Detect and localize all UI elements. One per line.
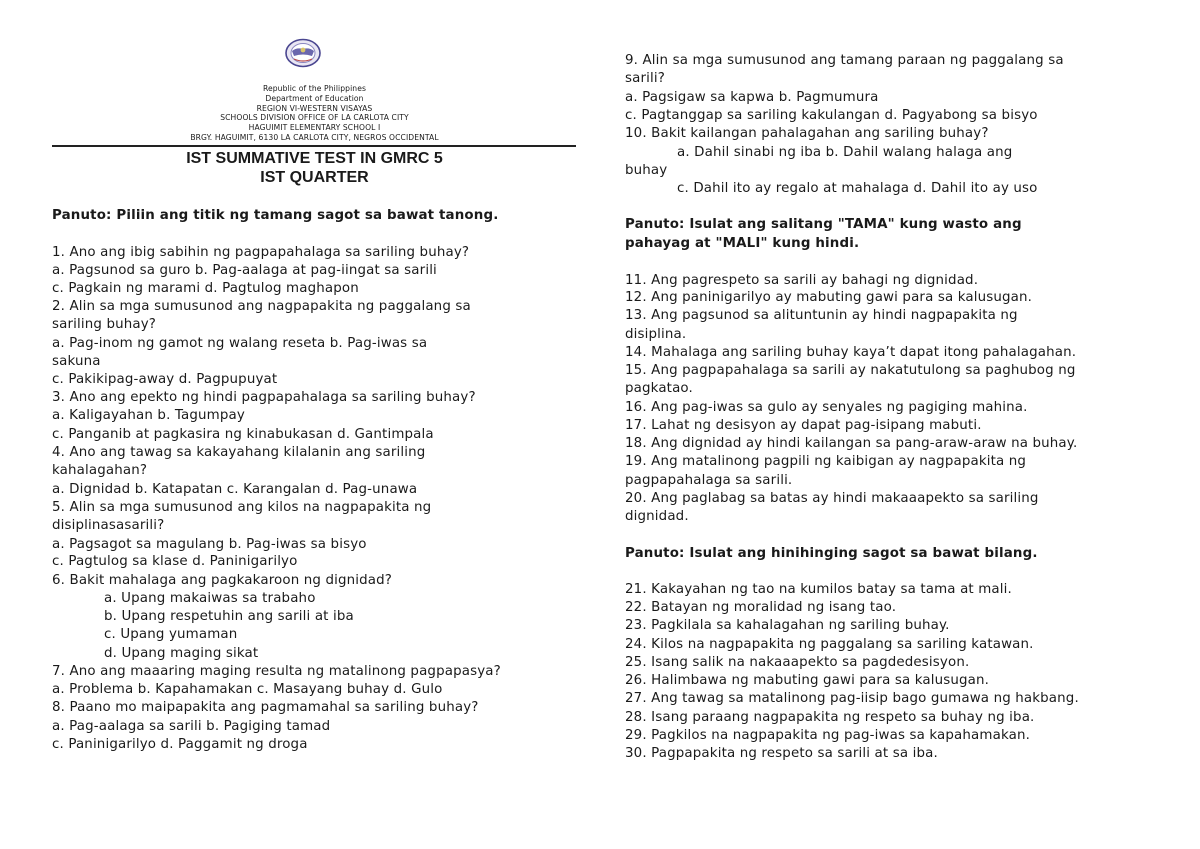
instruction-heading: Panuto: Isulat ang hinihinging sagot sa bawat bilang.: [625, 546, 1038, 561]
question-line: 8. Paano mo maipapakita ang pagmamahal sa sariling buhay?: [52, 700, 479, 715]
choice-line: a. Pagsagot sa magulang b. Pag-iwas sa bisyo: [52, 537, 367, 552]
question-line: 7. Ano ang maaaring maging resulta ng matalinong pagpapasya?: [52, 664, 501, 679]
choice-line: c. Dahil ito ay regalo at mahalaga d. Dahil ito ay uso: [677, 181, 1038, 196]
header-line: Republic of the Philippines: [262, 84, 367, 93]
statement-line: pagkatao.: [625, 381, 693, 396]
choice-line: a. Problema b. Kapahamakan c. Masayang buhay d. Gulo: [52, 682, 443, 697]
question-line: 5. Alin sa mga sumusunod ang kilos na nagpapakita ng: [52, 500, 432, 515]
header-line: Department of Education: [265, 93, 364, 103]
question-line: sariling buhay?: [52, 317, 157, 332]
statement-line: 16. Ang pag-iwas sa gulo ay senyales ng pagiging mahina.: [625, 400, 1028, 415]
choice-line: c. Pagtanggap sa sariling kakulangan d. Pagyabong sa bisyo: [625, 108, 1038, 123]
question-line: 9. Alin sa mga sumusunod ang tamang paraan ng paggalang sa: [625, 53, 1064, 68]
question-line: 2. Alin sa mga sumusunod ang nagpapakita ng paggalang sa: [52, 299, 471, 314]
question-line: disiplinasasarili?: [52, 518, 165, 533]
choice-line: a. Pag-inom ng gamot ng walang reseta b. Pag-iwas sa: [52, 336, 428, 351]
item-line: 29. Pagkilos na nagpapakita ng pag-iwas sa kapahamakan.: [625, 728, 1031, 743]
choice-line: a. Pag-aalaga sa sarili b. Pagiging tamad: [52, 719, 331, 734]
deped-seal-icon: [284, 38, 322, 68]
statement-line: 12. Ang paninigarilyo ay mabuting gawi para sa kalusugan.: [625, 290, 1033, 305]
choice-line: c. Pagkain ng marami d. Pagtulog maghapon: [52, 281, 359, 296]
choice-line: a. Kaligayahan b. Tagumpay: [52, 408, 245, 423]
statement-line: 20. Ang paglabag sa batas ay hindi makaaapekto sa sariling: [625, 491, 1039, 506]
question-line: 1. Ano ang ibig sabihin ng pagpapahalaga sa sariling buhay?: [52, 245, 470, 260]
choice-line: c. Upang yumaman: [104, 627, 238, 642]
choice-line: c. Panganib at pagkasira ng kinabukasan d. Gantimpala: [52, 427, 434, 442]
choice-line: a. Pagsunod sa guro b. Pag-aalaga at pag-iingat sa sarili: [52, 263, 437, 278]
choice-line: a. Dahil sinabi ng iba b. Dahil walang halaga ang: [677, 145, 1013, 160]
choice-line: a. Upang makaiwas sa trabaho: [104, 591, 316, 606]
choice-line: c. Paninigarilyo d. Paggamit ng droga: [52, 737, 308, 752]
item-line: 21. Kakayahan ng tao na kumilos batay sa tama at mali.: [625, 582, 1012, 597]
question-line: 6. Bakit mahalaga ang pagkakaroon ng dignidad?: [52, 573, 393, 588]
choice-line: a. Dignidad b. Katapatan c. Karangalan d. Pag-unawa: [52, 482, 418, 497]
item-line: 25. Isang salik na nakaaapekto sa pagdedesisyon.: [625, 655, 970, 670]
statement-line: 13. Ang pagsunod sa alituntunin ay hindi nagpapakita ng: [625, 308, 1018, 323]
item-line: 27. Ang tawag sa matalinong pag-iisip bago gumawa ng hakbang.: [625, 691, 1079, 706]
title-line-2: IST QUARTER: [260, 169, 369, 186]
statement-line: 11. Ang pagrespeto sa sarili ay bahagi ng dignidad.: [625, 273, 979, 288]
statement-line: 19. Ang matalinong pagpili ng kaibigan ay nagpapakita ng: [625, 454, 1027, 469]
choice-line: c. Pagtulog sa klase d. Paninigarilyo: [52, 554, 298, 569]
choice-line: b. Upang respetuhin ang sarili at iba: [104, 609, 354, 624]
header-divider: [52, 145, 576, 147]
school-header: [52, 84, 577, 143]
header-line: SCHOOLS DIVISION OFFICE OF LA CARLOTA CITY: [220, 113, 409, 123]
question-line: 10. Bakit kailangan pahalagahan ang sariling buhay?: [625, 126, 989, 141]
item-line: 26. Halimbawa ng mabuting gawi para sa kalusugan.: [625, 673, 990, 688]
choice-line: a. Pagsigaw sa kapwa b. Pagmumura: [625, 90, 879, 105]
header-line: HAGUIMIT ELEMENTARY SCHOOL I: [248, 123, 381, 133]
question-line: 3. Ano ang epekto ng hindi pagpapahalaga sa sariling buhay?: [52, 390, 476, 405]
choice-line: sakuna: [52, 354, 101, 369]
instruction-heading: Panuto: Piliin ang titik ng tamang sagot sa bawat tanong.: [52, 208, 499, 223]
title-line-1: IST SUMMATIVE TEST IN GMRC 5: [186, 150, 443, 167]
item-line: 28. Isang paraang nagpapakita ng respeto sa buhay ng iba.: [625, 710, 1035, 725]
item-line: 30. Pagpapakita ng respeto sa sarili at sa iba.: [625, 746, 938, 761]
statement-line: pagpapahalaga sa sarili.: [625, 473, 793, 488]
instruction-heading: Panuto: Isulat ang salitang "TAMA" kung wasto ang: [625, 217, 1022, 232]
header-line: REGION VI-WESTERN VISAYAS: [256, 103, 373, 113]
instruction-heading: pahayag at "MALI" kung hindi.: [625, 236, 860, 251]
statement-line: 18. Ang dignidad ay hindi kailangan sa pang-araw-araw na buhay.: [625, 436, 1078, 451]
item-line: 22. Batayan ng moralidad ng isang tao.: [625, 600, 897, 615]
statement-line: 15. Ang pagpapahalaga sa sarili ay nakatutulong sa paghubog ng: [625, 363, 1076, 378]
header-line: BRGY. HAGUIMIT, 6130 LA CARLOTA CITY, NEGROS OCCIDENTAL: [190, 132, 439, 142]
choice-line: d. Upang maging sikat: [104, 646, 259, 661]
item-line: 24. Kilos na nagpapakita ng paggalang sa sariling katawan.: [625, 637, 1034, 652]
statement-line: disiplina.: [625, 327, 687, 342]
choice-line: buhay: [625, 163, 668, 178]
statement-line: 17. Lahat ng desisyon ay dapat pag-isipang mabuti.: [625, 418, 982, 433]
statement-line: dignidad.: [625, 509, 689, 524]
test-title: [52, 149, 577, 187]
statement-line: 14. Mahalaga ang sariling buhay kaya’t dapat itong pahalagahan.: [625, 345, 1077, 360]
question-line: sarili?: [625, 71, 666, 86]
item-line: 23. Pagkilala sa kahalagahan ng sariling buhay.: [625, 618, 950, 633]
choice-line: c. Pakikipag-away d. Pagpupuyat: [52, 372, 278, 387]
question-line: 4. Ano ang tawag sa kakayahang kilalanin ang sariling: [52, 445, 426, 460]
question-line: kahalagahan?: [52, 463, 148, 478]
